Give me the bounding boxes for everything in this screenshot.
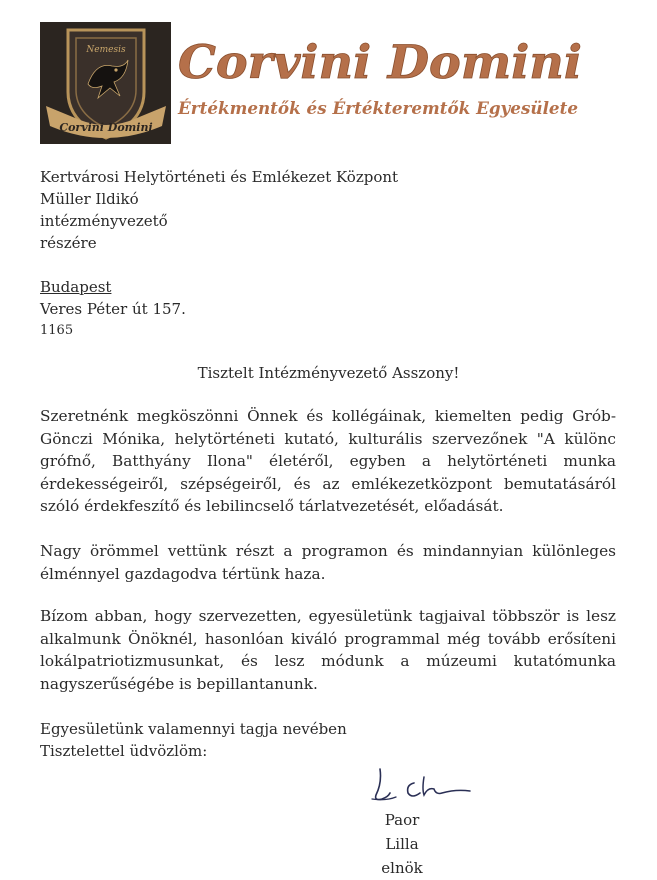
logo-ring-text: Nemesis [86,45,126,55]
recipient-block [40,166,398,254]
handwritten-signature [366,765,476,805]
closing-block [40,718,347,762]
brand-subtitle-text: Értékmentők és Értékteremtők Egyesülete [178,99,584,119]
brand-title [176,30,596,90]
body-paragraph-2: Nagy örömmel vettünk részt a programon és mindannyian különleges élménnyel gazdagodva tértünk haza. [40,542,616,583]
logo-banner-text: Corvini Domini [59,121,153,134]
recipient-attention: részére [40,234,97,252]
address-city: Budapest [40,278,112,296]
brand-subtitle [176,92,596,122]
recipient-institution: Kertvárosi Helytörténeti és Emlékezet Központ [40,168,399,186]
body-paragraph-3: Bízom abban, hogy szervezetten, egyesületünk tagjaival többször is lesz alkalmunk Önöknél, hasonlóan kiváló programmal még tovább erősíteni lokálpatriotizmusunkat, és lesz módunk a múzeumi kutatómunka nagyszerűségébe is bepillantanunk. [40,607,616,693]
signer-name: Paor Lilla [384,811,420,853]
closing-line-2: Tisztelettel üdvözlöm: [40,742,208,760]
association-logo [40,22,171,144]
closing-line-1: Egyesületünk valamennyi tagja nevében [40,720,347,738]
address-block [40,276,186,342]
recipient-role: intézményvezető [40,212,168,230]
signer-block [368,808,436,880]
signer-title: elnök [381,859,423,877]
brand-title-text: Corvini Domini [178,35,582,89]
address-zip: 1165 [40,323,74,338]
address-street: Veres Péter út 157. [40,300,186,318]
salutation: Tisztelt Intézményvezető Asszony! [197,364,460,382]
recipient-name: Müller Ildikó [40,190,139,208]
body-paragraph-1: Szeretnénk megköszönni Önnek és kollégáinak, kiemelten pedig Grób-Gönczi Mónika, helytörténeti kutató, kulturális szervezőnek "A különc grófnő, Batthyány Ilona" életéről, egyben a helytörténeti munka érdekességeiről, szépségeiről, és az emlékezetközpont bemutatásáról szóló érdekfeszítő és lebilincselő tárlatvezetését, előadását. [40,407,616,516]
